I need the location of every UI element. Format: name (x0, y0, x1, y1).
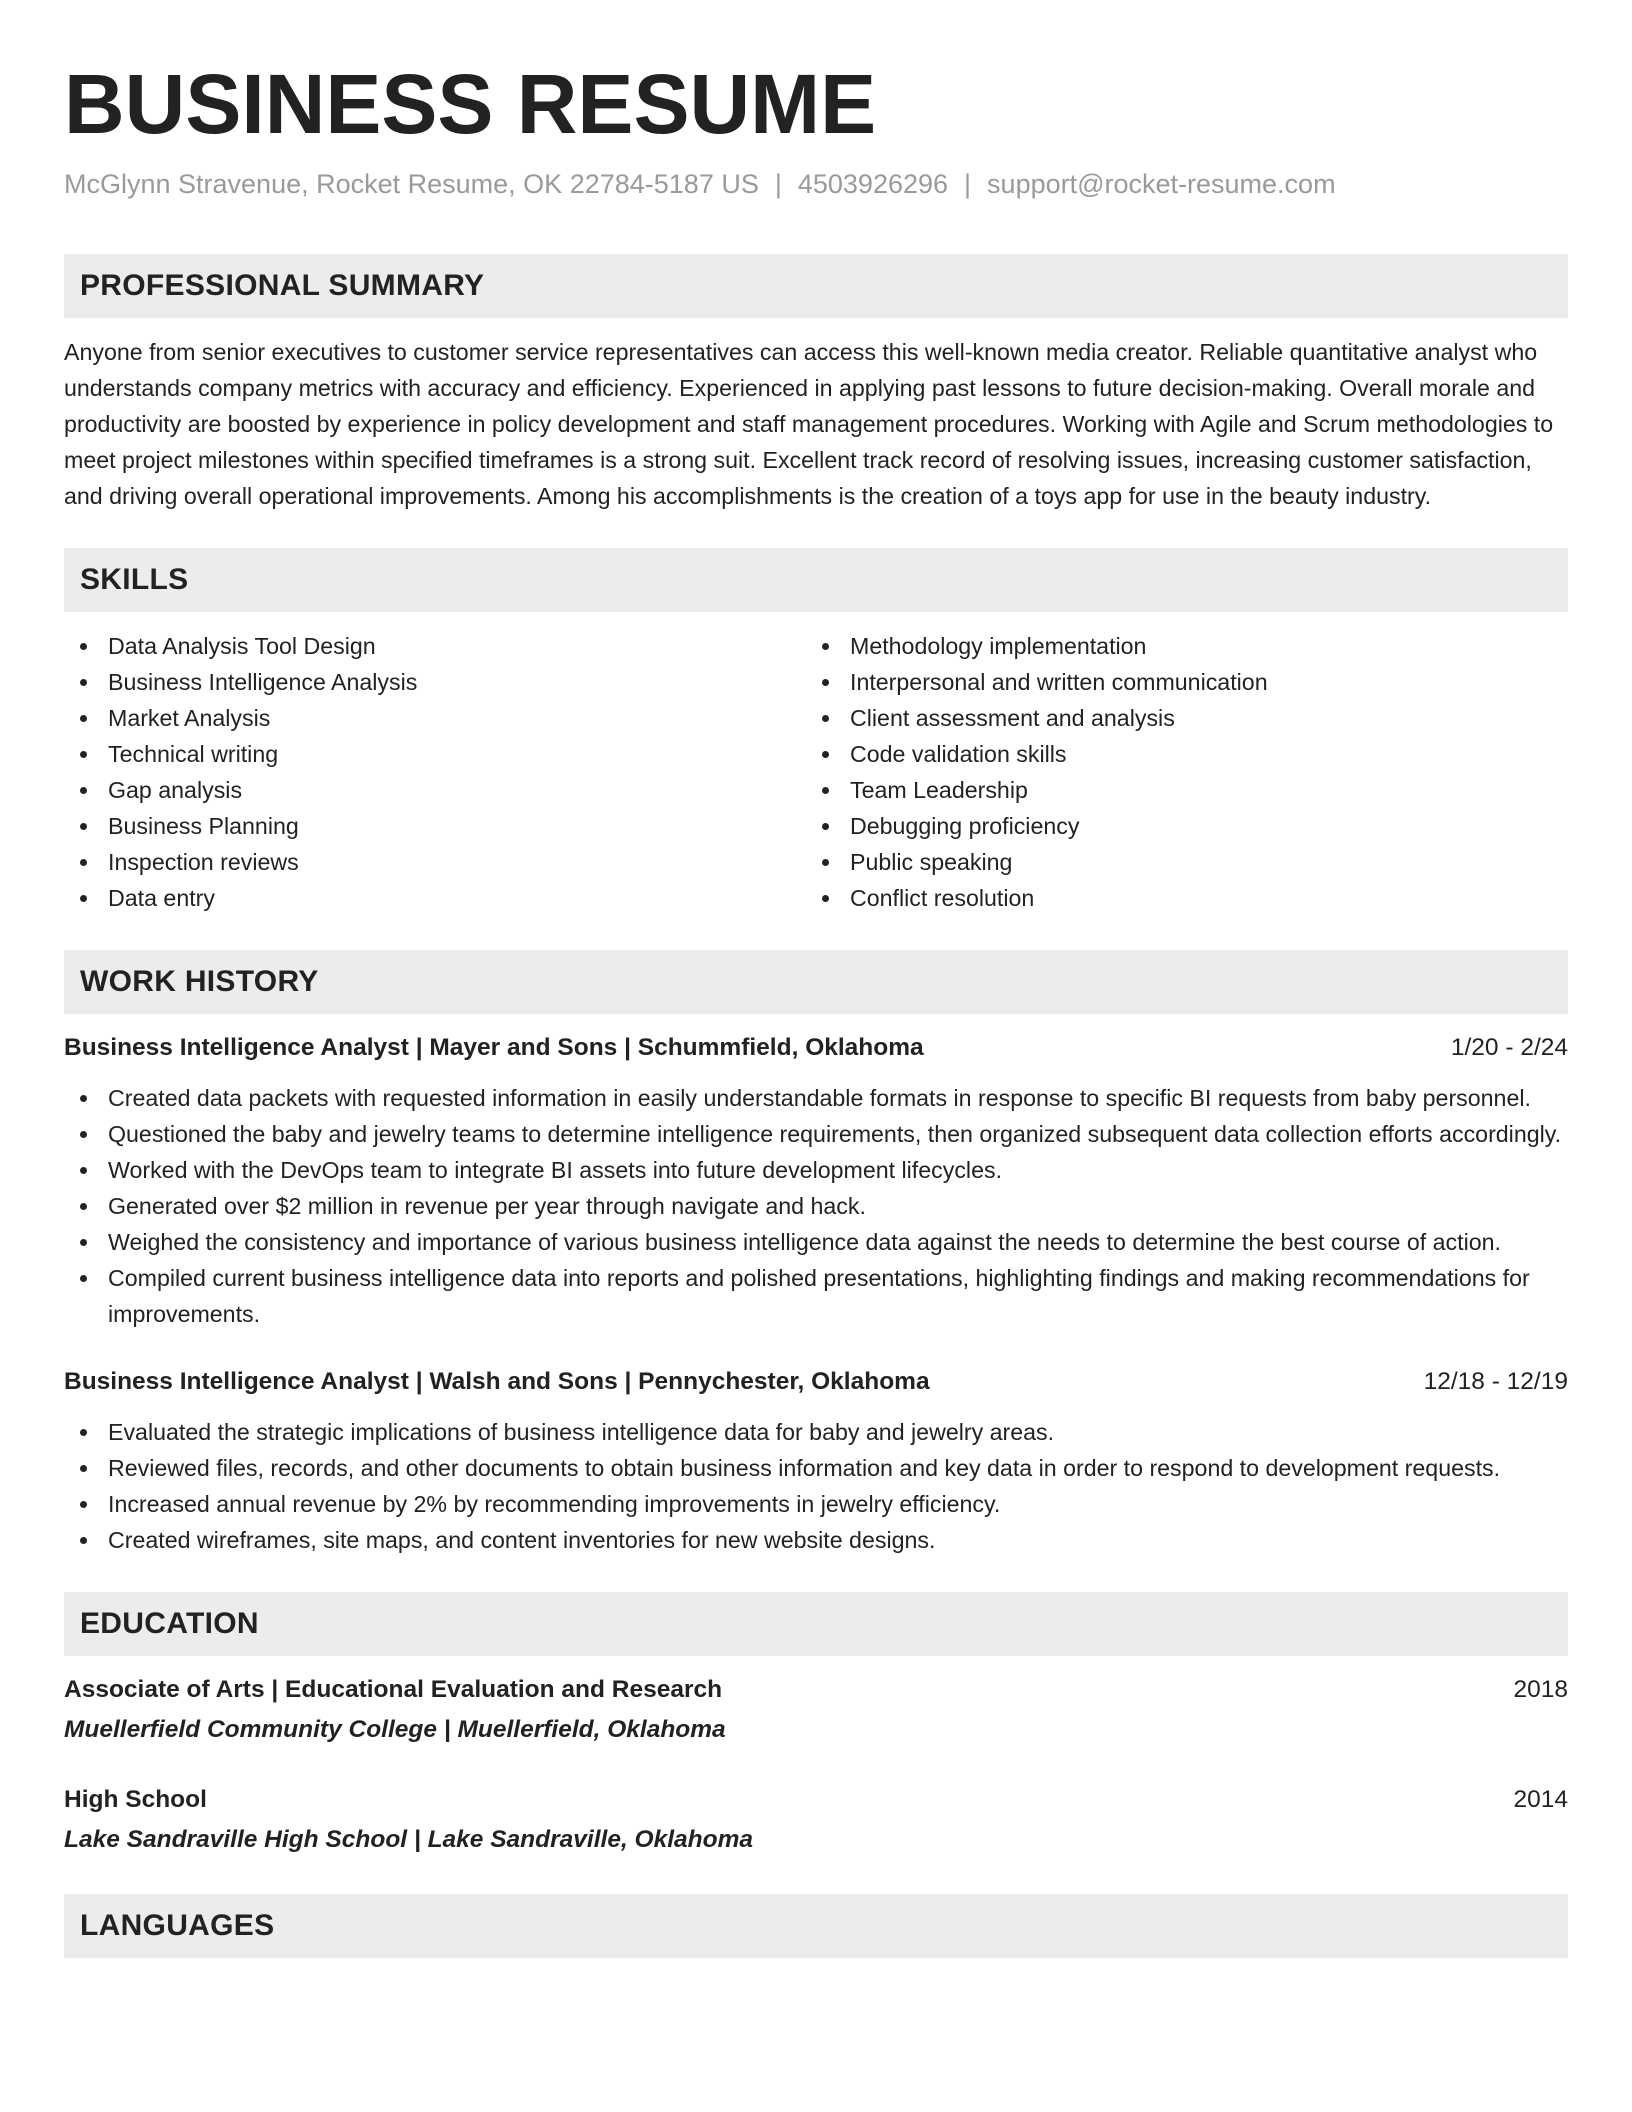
job-bullet: Weighed the consistency and importance of various business intelligence data against the needs to determine the best course of action. (64, 1224, 1568, 1260)
job-bullet: Evaluated the strategic implications of business intelligence data for baby and jewelry areas. (64, 1414, 1568, 1450)
job-bullet: Compiled current business intelligence data into reports and polished presentations, highlighting findings and making recommendations for improvements. (64, 1260, 1568, 1332)
job-title: Business Intelligence Analyst | Walsh and Sons | Pennychester, Oklahoma (64, 1368, 930, 1395)
languages-heading: LANGUAGES (64, 1894, 1568, 1958)
job-bullet: Reviewed files, records, and other documents to obtain business information and key data in order to respond to development requests. (64, 1450, 1568, 1486)
job-entry (64, 1364, 1568, 1558)
skill-item: Public speaking (806, 844, 1548, 880)
education-school: Muellerfield Community College | Muellerfield, Oklahoma (64, 1716, 726, 1743)
education-entry (64, 1672, 1568, 1748)
job-bullets (64, 1080, 1568, 1332)
work-history-heading: WORK HISTORY (64, 950, 1568, 1014)
skill-item: Data Analysis Tool Design (64, 628, 806, 664)
contact-phone: 4503926296 (797, 169, 949, 199)
job-date: 1/20 - 2/24 (1450, 1034, 1568, 1061)
education-year: 2014 (1513, 1786, 1568, 1813)
skill-item: Inspection reviews (64, 844, 806, 880)
education-header (64, 1782, 1568, 1818)
skill-item: Data entry (64, 880, 806, 916)
education-year: 2018 (1513, 1676, 1568, 1703)
skill-item: Market Analysis (64, 700, 806, 736)
resume-title: BUSINESS RESUME (64, 57, 877, 151)
skill-item: Code validation skills (806, 736, 1548, 772)
job-title: Business Intelligence Analyst | Mayer and Sons | Schummfield, Oklahoma (64, 1034, 924, 1061)
job-header (64, 1030, 1568, 1066)
contact-separator: | (774, 169, 782, 199)
job-date: 12/18 - 12/19 (1423, 1368, 1568, 1395)
job-header (64, 1364, 1568, 1400)
contact-line (64, 166, 1568, 202)
job-bullet: Generated over $2 million in revenue per year through navigate and hack. (64, 1188, 1568, 1224)
job-bullets (64, 1414, 1568, 1558)
education-degree: Associate of Arts | Educational Evaluation and Research (64, 1676, 723, 1703)
skills-heading: SKILLS (64, 548, 1568, 612)
skill-item: Conflict resolution (806, 880, 1548, 916)
skill-item: Team Leadership (806, 772, 1548, 808)
skills-column-left (64, 628, 806, 916)
skill-item: Interpersonal and written communication (806, 664, 1548, 700)
education-heading: EDUCATION (64, 1592, 1568, 1656)
summary-text: Anyone from senior executives to customer service representatives can access this well-known media creator. Reliable quantitative analyst who understands company metrics with accuracy and efficiency. Experienced in applying past lessons to future decision-making. Overall morale and productivity are boosted by experience in policy development and staff management procedures. Working with Agile and Scrum methodologies to meet project milestones within specified timeframes is a strong suit. Excellent track record of resolving issues, increasing customer satisfaction, and driving overall operational improvements. Among his accomplishments is the creation of a toys app for use in the beauty industry. (64, 339, 1554, 509)
summary-heading: PROFESSIONAL SUMMARY (64, 254, 1568, 318)
education-degree: High School (64, 1786, 207, 1813)
contact-separator: | (964, 169, 972, 199)
skill-item: Client assessment and analysis (806, 700, 1548, 736)
job-bullet: Questioned the baby and jewelry teams to determine intelligence requirements, then organized subsequent data collection efforts accordingly. (64, 1116, 1568, 1152)
skill-item: Methodology implementation (806, 628, 1548, 664)
skill-item: Gap analysis (64, 772, 806, 808)
job-bullet: Increased annual revenue by 2% by recommending improvements in jewelry efficiency. (64, 1486, 1568, 1522)
education-entry (64, 1782, 1568, 1858)
skills-list (64, 628, 1568, 916)
education-school: Lake Sandraville High School | Lake Sandraville, Oklahoma (64, 1826, 754, 1853)
job-bullet: Created data packets with requested information in easily understandable formats in response to specific BI requests from baby personnel. (64, 1080, 1568, 1116)
skill-item: Debugging proficiency (806, 808, 1548, 844)
contact-address: McGlynn Stravenue, Rocket Resume, OK 22784-5187 US (64, 169, 759, 199)
skill-item: Business Intelligence Analysis (64, 664, 806, 700)
job-bullet: Worked with the DevOps team to integrate BI assets into future development lifecycles. (64, 1152, 1568, 1188)
skills-column-right (806, 628, 1548, 916)
job-entry (64, 1030, 1568, 1332)
skill-item: Business Planning (64, 808, 806, 844)
contact-email: support@rocket-resume.com (987, 169, 1336, 199)
job-bullet: Created wireframes, site maps, and content inventories for new website designs. (64, 1522, 1568, 1558)
skill-item: Technical writing (64, 736, 806, 772)
education-header (64, 1672, 1568, 1708)
